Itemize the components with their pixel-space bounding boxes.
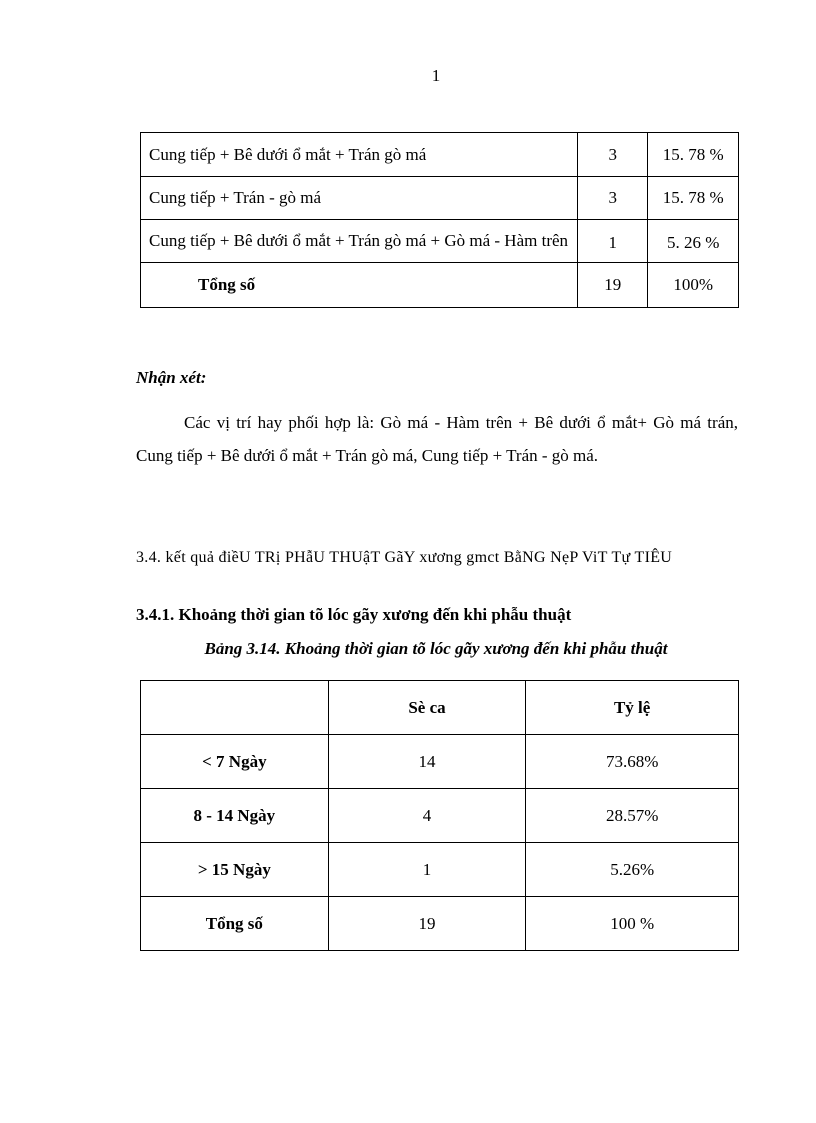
section-heading: 3.4. kết quả điềU TRị PHẫU THUậT GãY xương gmct BằNG NẹP ViT Tự TIÊU	[136, 549, 673, 566]
header-case-count: Sè ca	[328, 681, 526, 735]
case-percent: 15. 78 %	[648, 177, 739, 220]
site-description: Cung tiếp + Bê dưới ổ mắt + Trán gò má + Gò má - Hàm trên	[141, 220, 578, 263]
total-count: 19	[578, 263, 648, 308]
site-description: Cung tiếp + Trán - gò má	[141, 177, 578, 220]
page-number: 1	[431, 66, 441, 85]
case-ratio: 73.68%	[526, 735, 739, 789]
case-count: 1	[578, 220, 648, 263]
total-percent: 100%	[648, 263, 739, 308]
remark-title: Nhận xét:	[136, 368, 207, 387]
total-ratio: 100 %	[526, 897, 739, 951]
table-total-row	[141, 263, 739, 308]
table-row	[141, 735, 739, 789]
subsection-heading: 3.4.1. Khoảng thời gian tõ lóc gãy xương đến khi phẫu thuật	[136, 605, 572, 624]
case-count: 1	[328, 843, 526, 897]
case-ratio: 5.26%	[526, 843, 739, 897]
site-description: Cung tiếp + Bê dưới ổ mắt + Trán gò má	[141, 133, 578, 177]
total-count: 19	[328, 897, 526, 951]
case-count: 3	[578, 133, 648, 177]
table-row	[141, 177, 739, 220]
table-total-row	[141, 897, 739, 951]
case-count: 14	[328, 735, 526, 789]
case-count: 4	[328, 789, 526, 843]
combination-sites-table	[140, 132, 739, 308]
case-ratio: 28.57%	[526, 789, 739, 843]
time-to-surgery-table	[140, 680, 739, 951]
table-row	[141, 133, 739, 177]
case-count: 3	[578, 177, 648, 220]
table-row	[141, 220, 739, 263]
table-header-row	[141, 681, 739, 735]
time-range-label: > 15 Ngày	[141, 843, 329, 897]
table-caption: Bảng 3.14. Khoảng thời gian tõ lóc gãy xương đến khi phẫu thuật	[204, 639, 668, 658]
total-label: Tổng số	[141, 263, 578, 308]
case-percent: 5. 26 %	[648, 220, 739, 263]
table-row	[141, 843, 739, 897]
total-label: Tổng số	[141, 897, 329, 951]
header-ratio: Tỷ lệ	[526, 681, 739, 735]
time-range-label: < 7 Ngày	[141, 735, 329, 789]
case-percent: 15. 78 %	[648, 133, 739, 177]
time-range-label: 8 - 14 Ngày	[141, 789, 329, 843]
header-label	[141, 681, 329, 735]
table-row	[141, 789, 739, 843]
remark-body: Các vị trí hay phối hợp là: Gò má - Hàm trên + Bê dưới ổ mắt+ Gò má trán, Cung tiếp + Bê dưới ổ mắt + Trán gò má, Cung tiếp + Trán - gò má.	[136, 413, 738, 465]
